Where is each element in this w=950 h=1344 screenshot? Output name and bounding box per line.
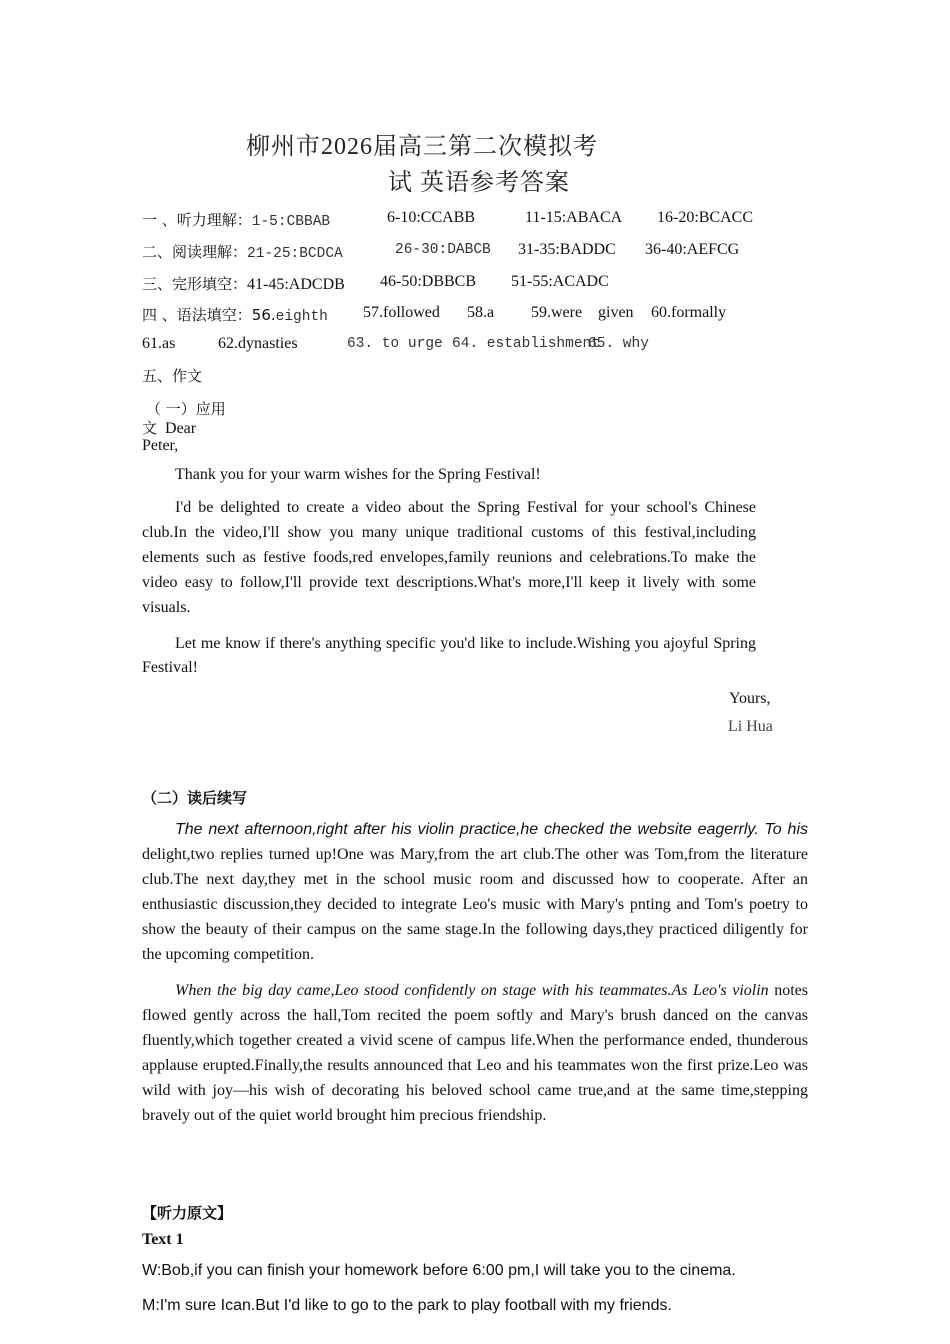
writing-heading: 五、作文 [142, 367, 203, 385]
letter-closing: Yours, [729, 690, 771, 707]
page-title-line2: 试 英语参考答案 [388, 170, 570, 196]
listening-answer-2: 6-10:CCABB [387, 209, 476, 226]
listening-answer-1: 1-5:CBBAB [251, 214, 331, 230]
grammar-q61: 61.as [142, 335, 176, 352]
grammar-q60: 60.formally [651, 304, 727, 321]
reading-answer-1: 21-25:BCDCA [247, 246, 343, 262]
salutation-name: Peter, [142, 437, 179, 454]
continuation-p1-lead: The next afternoon,right after his violin practice,he checked the website eagerrly. To his [175, 821, 808, 838]
letter-paragraph-3: Let me know if there's anything specific you'd like to include.Wishing you ajoyful Spring Festival! [142, 635, 756, 676]
transcript-line-woman: W:Bob,if you can finish your homework before 6:00 pm,I will take you to the cinema. [142, 1262, 736, 1279]
letter-paragraph-1: Thank you for your warm wishes for the Spring Festival! [175, 466, 541, 483]
letter-signature: Li Hua [728, 718, 773, 735]
part1-label-a: （ 一）应用 [146, 400, 226, 418]
grammar-q59: 59.were [531, 304, 583, 321]
answers-grammar-row [142, 304, 328, 325]
grammar-q59-given: given [598, 304, 634, 321]
transcript-heading: 【听力原文】 [142, 1204, 233, 1222]
continuation-paragraph-2 [142, 978, 808, 1128]
continuation-p2-lead: When the big day came,Leo stood confidently on stage with his teammates.As Leo's violin [175, 982, 769, 999]
cloze-answer-1: 41-45:ADCDB [247, 276, 345, 293]
grammar-q58: 58.a [467, 304, 495, 321]
listening-answer-4: 16-20:BCACC [657, 209, 754, 226]
answers-listening-row [142, 209, 330, 230]
reading-answer-3: 31-35:BADDC [518, 241, 616, 258]
grammar-q56-number: 56. [251, 306, 276, 324]
cloze-answer-2: 46-50:DBBCB [380, 273, 477, 290]
continuation-paragraph-1 [142, 817, 808, 967]
grammar-q63: 63. to urge [347, 336, 443, 352]
listening-label: 一 、听力理解： [142, 211, 252, 229]
transcript-text-label: Text 1 [142, 1231, 184, 1248]
listening-answer-3: 11-15:ABACA [525, 209, 623, 226]
answers-reading-row [142, 241, 343, 262]
grammar-label: 四 、语法填空： [142, 306, 252, 324]
part2-label: （二）读后续写 [142, 789, 248, 807]
grammar-q56: eighth [275, 309, 328, 325]
cloze-answer-3: 51-55:ACADC [511, 273, 609, 290]
continuation-p1-rest: delight,two replies turned up!One was Mary,from the art club.The other was Tom,from the literature club.The next day,they met in the school music room and discussed how to cooperate. After an enthusiastic discussion,they decided to integrate Leo's music with Mary's pnting and Tom's poetry to show the beauty of their campus on the same stage.In the following days,they practiced diligently for the upcoming competition. [142, 846, 808, 963]
continuation-p2-rest: notes flowed gently across the hall,Tom recited the poem softly and Mary's brush danced on the canvas fluently,which together created a vivid scene of campus life.When the performance ended, thunderous applause erupted.Finally,the results announced that Leo and his teammates won the first prize.Leo was wild with joy—his wish of decorating his beloved school came true,and at the same time,stepping bravely out of the quiet world brought him precious friendship. [142, 982, 808, 1124]
salutation-dear: Dear [165, 420, 197, 437]
cloze-label: 三、完形填空： [142, 275, 248, 293]
reading-label: 二、阅读理解： [142, 243, 248, 261]
letter-paragraph-2: I'd be delighted to create a video about the Spring Festival for your school's Chinese club.In the video,I'll show you many unique traditional customs of this festival,including elements such as festive foods,red envelopes,family reunions and celebrations.To make the video easy to follow,I'll provide text descriptions.What's more,I'll keep it lively with some visuals. [142, 499, 756, 616]
grammar-q64: 64. establishment [452, 336, 600, 352]
grammar-q65: 65. why [588, 336, 649, 352]
page-title-line1: 柳州市2026届高三第二次模拟考 [246, 134, 598, 160]
reading-answer-4: 36-40:AEFCG [645, 241, 740, 258]
part1-label-b: 文 [142, 419, 158, 437]
grammar-q57: 57.followed [363, 304, 440, 321]
reading-answer-2: 26-30:DABCB [395, 242, 491, 258]
grammar-q62: 62.dynasties [218, 335, 298, 352]
part1-label-b-row [142, 417, 196, 438]
transcript-line-man: M:I'm sure Ican.But I'd like to go to the park to play football with my friends. [142, 1297, 672, 1314]
answers-cloze-row [142, 273, 345, 294]
